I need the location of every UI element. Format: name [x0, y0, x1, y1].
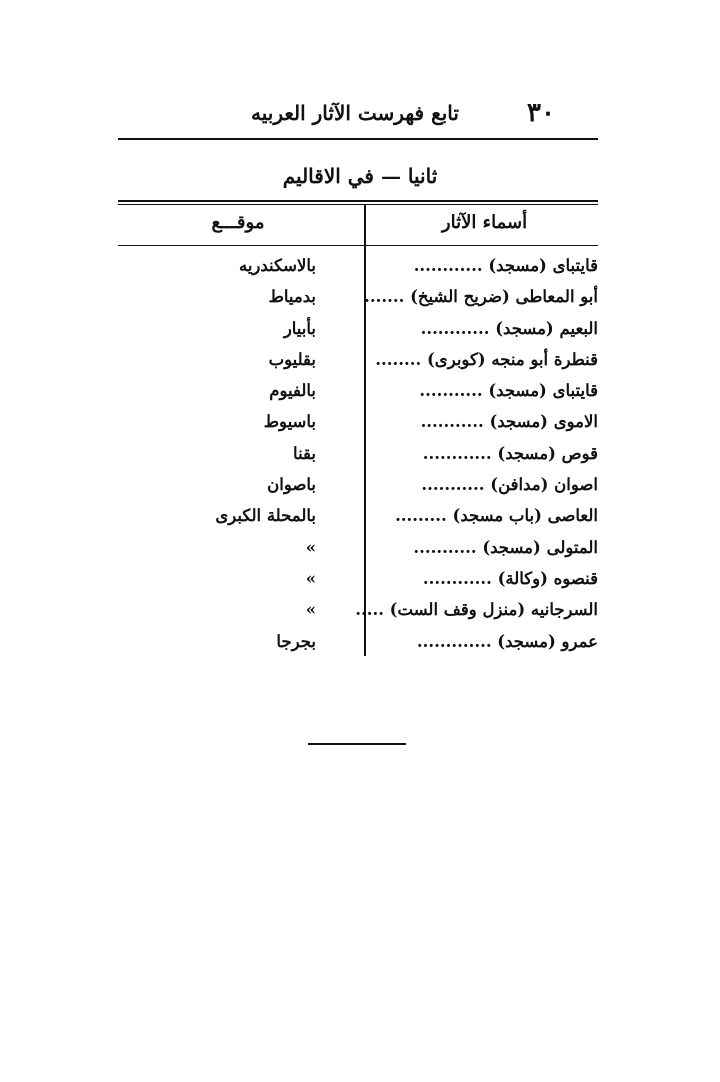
- running-title: تابع فهرست الآثار العربيه: [251, 101, 459, 125]
- table-row: [118, 626, 598, 657]
- monument-name: البعيم (مسجد) ............: [420, 318, 598, 338]
- header-rule: [118, 138, 598, 140]
- monument-location: بالمحلة الكبرى: [215, 506, 316, 526]
- monument-name: قوص (مسجد) ............: [422, 443, 598, 463]
- page-number: ٣٠: [527, 98, 555, 128]
- monument-name: قنصوه (وكالة) ............: [422, 568, 598, 588]
- end-rule: [308, 743, 406, 745]
- monument-location: باسيوط: [263, 412, 316, 432]
- monument-name: عمرو (مسجد) .............: [416, 631, 598, 651]
- table-row: [118, 250, 598, 281]
- table-row: [118, 406, 598, 437]
- monument-location: بالفيوم: [269, 381, 316, 401]
- column-header-location: موقـــع: [211, 212, 265, 233]
- table-top-rule-second: [118, 204, 598, 205]
- table-row: [118, 563, 598, 594]
- table-row: [118, 532, 598, 563]
- table-row: [118, 594, 598, 625]
- table-row: [118, 500, 598, 531]
- table-row: [118, 313, 598, 344]
- section-title: ثانيا — في الاقاليم: [282, 164, 438, 188]
- monument-location: »: [305, 537, 316, 557]
- column-header-names: أسماء الآثار: [441, 212, 528, 233]
- monument-location: باصوان: [267, 475, 316, 495]
- monument-name: أبو المعاطى (ضريح الشيخ) .......: [364, 287, 598, 307]
- table-body: [118, 250, 598, 657]
- header-bottom-rule: [118, 245, 598, 246]
- monument-name: المتولى (مسجد) ...........: [413, 537, 598, 557]
- monument-location: بأبيار: [283, 318, 316, 338]
- table-row: [118, 344, 598, 375]
- monument-name: قايتباى (مسجد) ...........: [419, 381, 598, 401]
- table-row: [118, 375, 598, 406]
- table-row: [118, 281, 598, 312]
- monument-location: بدمياط: [268, 287, 316, 307]
- table-row: [118, 438, 598, 469]
- table-row: [118, 469, 598, 500]
- monument-name: السرجانيه (منزل وقف الست) .....: [355, 600, 598, 620]
- monument-name: العاصى (باب مسجد) .........: [395, 506, 598, 526]
- monument-name: قنطرة أبو منجه (كوبرى) ........: [375, 349, 598, 369]
- monument-location: »: [305, 568, 316, 588]
- monument-location: بجرجا: [276, 631, 316, 651]
- table-top-rule: [118, 200, 598, 202]
- monument-location: بقنا: [293, 443, 316, 463]
- monument-location: »: [305, 600, 316, 620]
- monument-name: اصوان (مدافن) ...........: [421, 475, 598, 495]
- monument-location: بالاسكندريه: [238, 256, 316, 275]
- monument-name: الاموى (مسجد) ...........: [420, 412, 598, 432]
- monument-location: بقليوب: [268, 349, 316, 369]
- monument-name: قايتباى (مسجد) ............: [413, 256, 598, 275]
